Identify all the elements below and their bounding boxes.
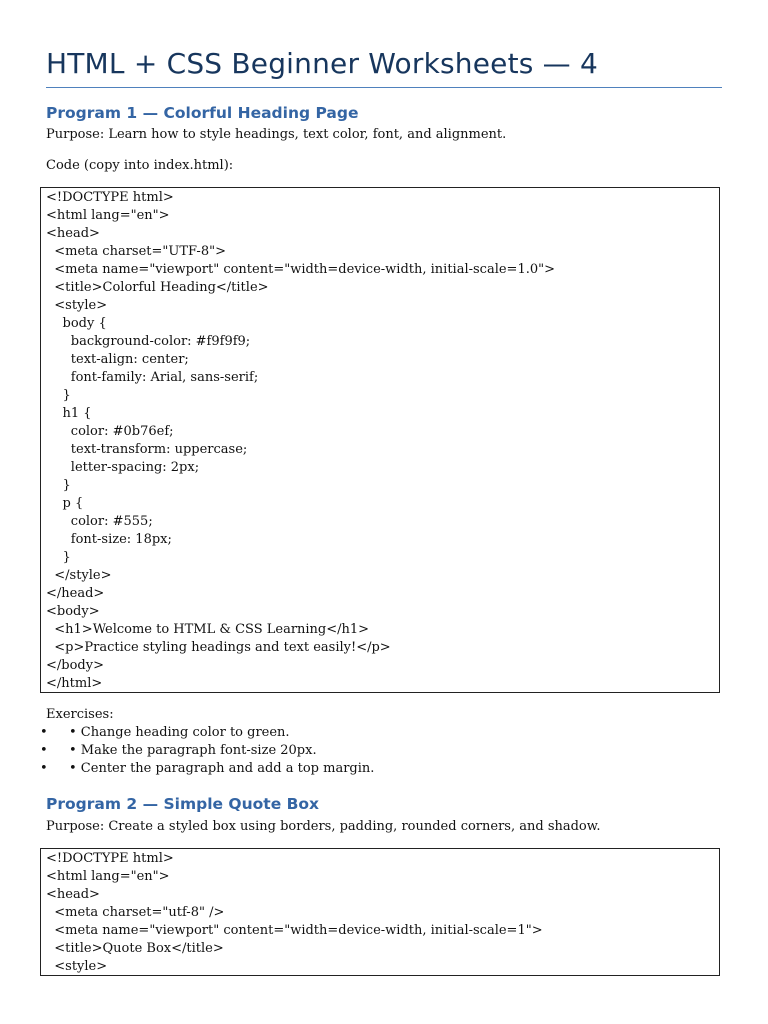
bullet-icon: • — [40, 761, 48, 776]
code-line: font-size: 18px; — [46, 532, 172, 547]
code-line: color: #555; — [46, 514, 153, 529]
code-line: <html lang="en"> — [46, 869, 170, 884]
title-underline — [46, 87, 722, 88]
document-title: HTML + CSS Beginner Worksheets — 4 — [46, 47, 598, 80]
program2-code-box — [40, 848, 720, 976]
exercise-text: • Center the paragraph and add a top margin. — [69, 761, 375, 776]
code-line: font-family: Arial, sans-serif; — [46, 370, 259, 385]
code-line: <title>Colorful Heading</title> — [46, 280, 269, 295]
code-line: <meta name="viewport" content="width=device-width, initial-scale=1"> — [46, 923, 543, 938]
code-line: <style> — [46, 959, 108, 974]
code-line: h1 { — [46, 406, 92, 421]
code-line: background-color: #f9f9f9; — [46, 334, 251, 349]
program1-purpose: Purpose: Learn how to style headings, text color, font, and alignment. — [46, 127, 507, 142]
program1-exercises-label: Exercises: — [46, 707, 114, 722]
program2-heading: Program 2 — Simple Quote Box — [46, 795, 320, 813]
code-line: <style> — [46, 298, 108, 313]
program2-purpose: Purpose: Create a styled box using borders, padding, rounded corners, and shadow. — [46, 819, 601, 834]
code-line: <head> — [46, 226, 100, 241]
code-line: <meta name="viewport" content="width=device-width, initial-scale=1.0"> — [46, 262, 555, 277]
program1-code-box — [40, 187, 720, 693]
code-line: <meta charset="utf-8" /> — [46, 905, 225, 920]
exercise-text: • Change heading color to green. — [69, 725, 290, 740]
code-line: letter-spacing: 2px; — [46, 460, 200, 475]
code-line: <!DOCTYPE html> — [46, 190, 174, 205]
exercise-item — [40, 742, 720, 760]
code-line: <meta charset="UTF-8"> — [46, 244, 226, 259]
program1-code-label: Code (copy into index.html): — [46, 158, 234, 173]
code-line: p { — [46, 496, 84, 511]
code-line: <html lang="en"> — [46, 208, 170, 223]
code-line: text-transform: uppercase; — [46, 442, 248, 457]
code-line: </html> — [46, 676, 103, 691]
code-line: text-align: center; — [46, 352, 189, 367]
program1-heading: Program 1 — Colorful Heading Page — [46, 104, 359, 122]
program1-exercise-list — [40, 724, 720, 778]
exercise-text: • Make the paragraph font-size 20px. — [69, 743, 317, 758]
code-line: <head> — [46, 887, 100, 902]
bullet-icon: • — [40, 725, 48, 740]
code-line: <h1>Welcome to HTML & CSS Learning</h1> — [46, 622, 370, 637]
code-line: </head> — [46, 586, 105, 601]
code-line: body { — [46, 316, 107, 331]
code-line: } — [46, 388, 71, 403]
bullet-icon: • — [40, 743, 48, 758]
code-line: </body> — [46, 658, 104, 673]
code-line: color: #0b76ef; — [46, 424, 174, 439]
code-line: <p>Practice styling headings and text easily!</p> — [46, 640, 391, 655]
code-line: } — [46, 550, 71, 565]
code-line: <body> — [46, 604, 100, 619]
code-line: <title>Quote Box</title> — [46, 941, 224, 956]
exercise-item — [40, 724, 720, 742]
code-line: </style> — [46, 568, 112, 583]
code-line: } — [46, 478, 71, 493]
code-line: <!DOCTYPE html> — [46, 851, 174, 866]
exercise-item — [40, 760, 720, 778]
